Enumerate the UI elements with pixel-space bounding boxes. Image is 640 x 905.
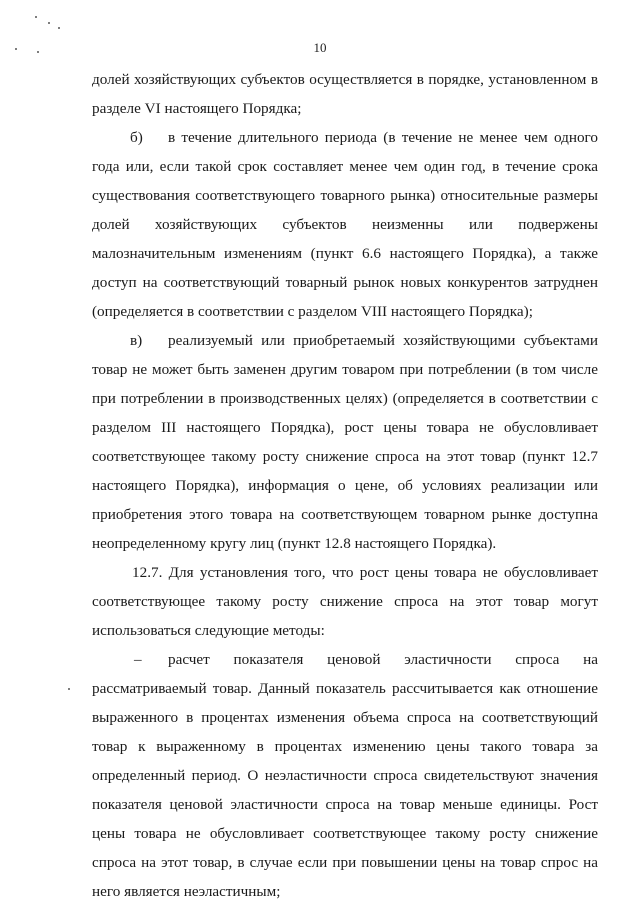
text-line: 12.7. Для установления того, что рост цены товара не обусловливает [132,564,598,581]
scan-speck [68,688,70,690]
text-line: цены товара не обусловливает соответствующее такому росту снижение [92,825,598,842]
text-line: малозначительным изменениям (пункт 6.6 настоящего Порядка), а также [92,245,598,262]
text-line: использоваться следующие методы: [92,622,325,639]
text-line: года или, если такой срок составляет менее чем один год, в течение срока [92,158,598,175]
text-line: товар к выраженному в процентах изменению цены такого товара за [92,738,598,755]
text-line: товар не может быть заменен другим товаром при потреблении (в том числе [92,361,598,378]
text-line: существования соответствующего товарного рынка) относительные размеры [92,187,598,204]
text-line: долей хозяйствующих субъектов осуществляется в порядке, установленном в [92,71,598,88]
text-line: соответствующее такому росту снижение спроса на этот товар могут [92,593,598,610]
text-line: показателя ценовой эластичности спроса на товар меньше единицы. Рост [92,796,598,813]
text-line: разделом III настоящего Порядка), рост цены товара не обусловливает [92,419,598,436]
list-marker: – [134,651,142,668]
text-line: расчет показателя ценовой эластичности спроса на [168,651,598,668]
scan-speck [48,22,50,24]
text-line: разделе VI настоящего Порядка; [92,100,302,117]
text-line: реализуемый или приобретаемый хозяйствующими субъектами [168,332,598,349]
text-line: при потреблении в производственных целях) (определяется в соответствии с [92,390,598,407]
text-line: соответствующее такому росту снижение спроса на этот товар (пункт 12.7 [92,448,598,465]
scan-speck [35,16,37,18]
text-line: приобретения этого товара на соответствующем товарном рынке доступна [92,506,598,523]
text-line: него является неэластичным; [92,883,281,900]
text-line: доступ на соответствующий товарный рынок новых конкурентов затруднен [92,274,598,291]
text-line: в течение длительного периода (в течение не менее чем одного [168,129,598,146]
list-marker: в) [130,332,143,349]
scan-speck [58,27,60,29]
text-line: спроса на этот товар, в случае если при повышении цены на товар спрос на [92,854,598,871]
text-line: выраженного в процентах изменения объема спроса на соответствующий [92,709,598,726]
text-line: рассматриваемый товар. Данный показатель рассчитывается как отношение [92,680,598,697]
text-line: долей хозяйствующих субъектов неизменны или подвержены [92,216,598,233]
text-line: (определяется в соответствии с разделом VIII настоящего Порядка); [92,303,533,320]
text-line: настоящего Порядка), информация о цене, об условиях реализации или [92,477,598,494]
text-line: неопределенному кругу лиц (пункт 12.8 настоящего Порядка). [92,535,497,552]
list-marker: б) [130,129,143,146]
page-number: 10 [313,40,327,55]
text-line: определенный период. О неэластичности спроса свидетельствуют значения [92,767,598,784]
